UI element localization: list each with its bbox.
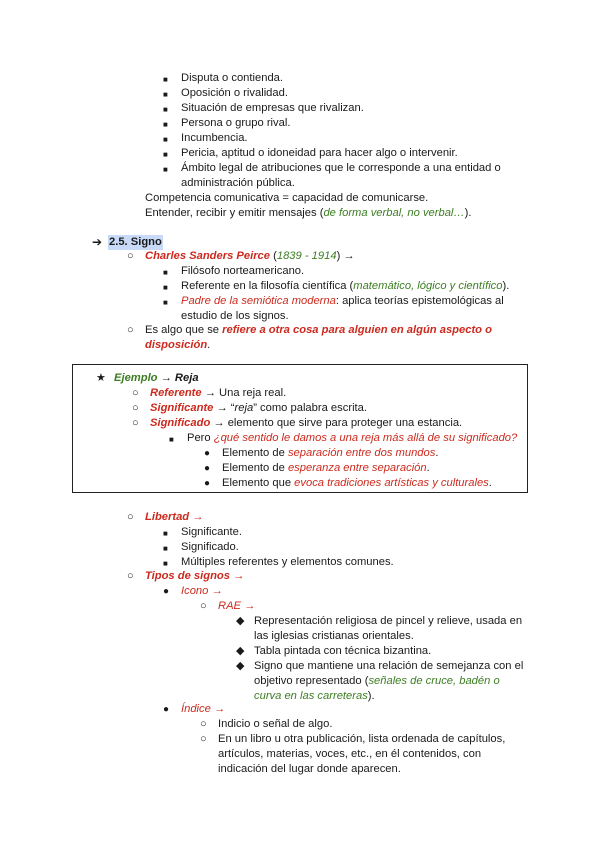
rae-item: Tabla pintada con técnica bizantina. — [254, 645, 432, 657]
circle-bullet: ○ — [127, 511, 134, 523]
list-item: Significado. — [181, 541, 239, 553]
star-icon: ★ — [96, 372, 107, 384]
significado-line: Significado → elemento que sirve para proteger una estancia. — [150, 417, 463, 429]
list-item: Múltiples referentes y elementos comunes. — [181, 556, 394, 568]
list-item-continuation: administración pública. — [181, 177, 295, 189]
indice-item: En un libro u otra publicación, lista ordenada de capítulos, — [218, 733, 506, 745]
indice-item-continuation: artículos, materias, voces, etc., en él contenidos, con — [218, 748, 482, 760]
dot-bullet: ● — [204, 463, 211, 474]
square-bullet: ■ — [163, 283, 168, 292]
list-item: Situación de empresas que rivalizan. — [181, 102, 364, 114]
example-title: Ejemplo → Reja — [114, 372, 199, 384]
circle-bullet: ○ — [200, 733, 207, 745]
arrow-icon: ➔ — [92, 235, 103, 249]
square-bullet: ■ — [163, 268, 168, 277]
significante-line: Significante → “reja” como palabra escrita. — [150, 402, 367, 414]
pero-line: Pero ¿qué sentido le damos a una reja más allá de su significado? — [187, 432, 518, 444]
circle-bullet: ○ — [132, 417, 139, 429]
dot-bullet: ● — [163, 586, 170, 597]
indice-item: Indicio o señal de algo. — [218, 718, 333, 730]
square-bullet: ■ — [163, 529, 168, 538]
diamond-bullet: ◆ — [236, 645, 245, 657]
list-item: Filósofo norteamericano. — [181, 265, 305, 277]
list-item: Persona o grupo rival. — [181, 117, 291, 129]
circle-bullet: ○ — [127, 570, 134, 582]
list-item: Pericia, aptitud o idoneidad para hacer algo o intervenir. — [181, 147, 458, 159]
rae-item: Signo que mantiene una relación de semejanza con el — [254, 660, 524, 672]
section-title: 2.5. Signo — [109, 236, 162, 248]
dot-bullet: ● — [163, 704, 170, 715]
circle-bullet: ○ — [132, 402, 139, 414]
elemento-line: Elemento de separación entre dos mundos. — [222, 447, 439, 459]
square-bullet: ■ — [163, 90, 168, 99]
circle-bullet: ○ — [200, 718, 207, 730]
tipos-heading: Tipos de signos → — [145, 570, 245, 582]
list-item: Ámbito legal de atribuciones que le corresponde a una entidad o — [181, 162, 501, 174]
list-item-continuation: estudio de los signos. — [181, 310, 289, 322]
square-bullet: ■ — [163, 105, 168, 114]
diamond-bullet: ◆ — [236, 660, 245, 672]
square-bullet: ■ — [163, 120, 168, 129]
circle-bullet: ○ — [132, 387, 139, 399]
list-item: Significante. — [181, 526, 242, 538]
square-bullet: ■ — [163, 135, 168, 144]
referente-line: Referente → Una reja real. — [150, 387, 287, 399]
rae-item-continuation: curva en las carreteras). — [254, 690, 375, 702]
square-bullet: ■ — [163, 544, 168, 553]
diamond-bullet: ◆ — [236, 615, 245, 627]
list-item: Disputa o contienda. — [181, 72, 283, 84]
indice-heading: Índice → — [181, 703, 226, 715]
dot-bullet: ● — [204, 478, 211, 489]
list-item: Referente en la filosofía científica (matemático, lógico y científico). — [181, 280, 510, 292]
peirce-line: Charles Sanders Peirce (1839 - 1914) → — [145, 250, 355, 262]
circle-bullet: ○ — [200, 600, 207, 612]
indice-item-continuation: indicación del lugar donde aparecen. — [218, 763, 401, 775]
list-item: Oposición o rivalidad. — [181, 87, 288, 99]
rae-item: Representación religiosa de pincel y relieve, usada en — [254, 615, 523, 627]
rae-item-continuation: las iglesias cristianas orientales. — [254, 630, 414, 642]
elemento-line: Elemento de esperanza entre separación. — [222, 462, 430, 474]
square-bullet: ■ — [163, 298, 168, 307]
square-bullet: ■ — [163, 75, 168, 84]
list-item: Padre de la semiótica moderna: aplica teorías epistemológicas al — [181, 295, 504, 307]
libertad-heading: Libertad → — [145, 511, 204, 523]
icono-heading: Icono → — [181, 585, 223, 597]
competencia-line: Competencia comunicativa = capacidad de comunicarse. — [145, 192, 429, 204]
es-algo-line-2: disposición. — [145, 339, 211, 351]
rae-heading: RAE → — [218, 600, 256, 612]
elemento-line: Elemento que evoca tradiciones artísticas y culturales. — [222, 477, 492, 489]
list-item: Incumbencia. — [181, 132, 248, 144]
es-algo-line: Es algo que se refiere a otra cosa para alguien en algún aspecto o — [145, 324, 492, 336]
dot-bullet: ● — [204, 448, 211, 459]
rae-item-continuation: objetivo representado (señales de cruce, badén o — [254, 675, 500, 687]
square-bullet: ■ — [169, 435, 174, 444]
square-bullet: ■ — [163, 165, 168, 174]
square-bullet: ■ — [163, 150, 168, 159]
entender-line: Entender, recibir y emitir mensajes (de forma verbal, no verbal…). — [145, 207, 472, 219]
circle-bullet: ○ — [127, 324, 134, 336]
circle-bullet: ○ — [127, 250, 134, 262]
square-bullet: ■ — [163, 559, 168, 568]
